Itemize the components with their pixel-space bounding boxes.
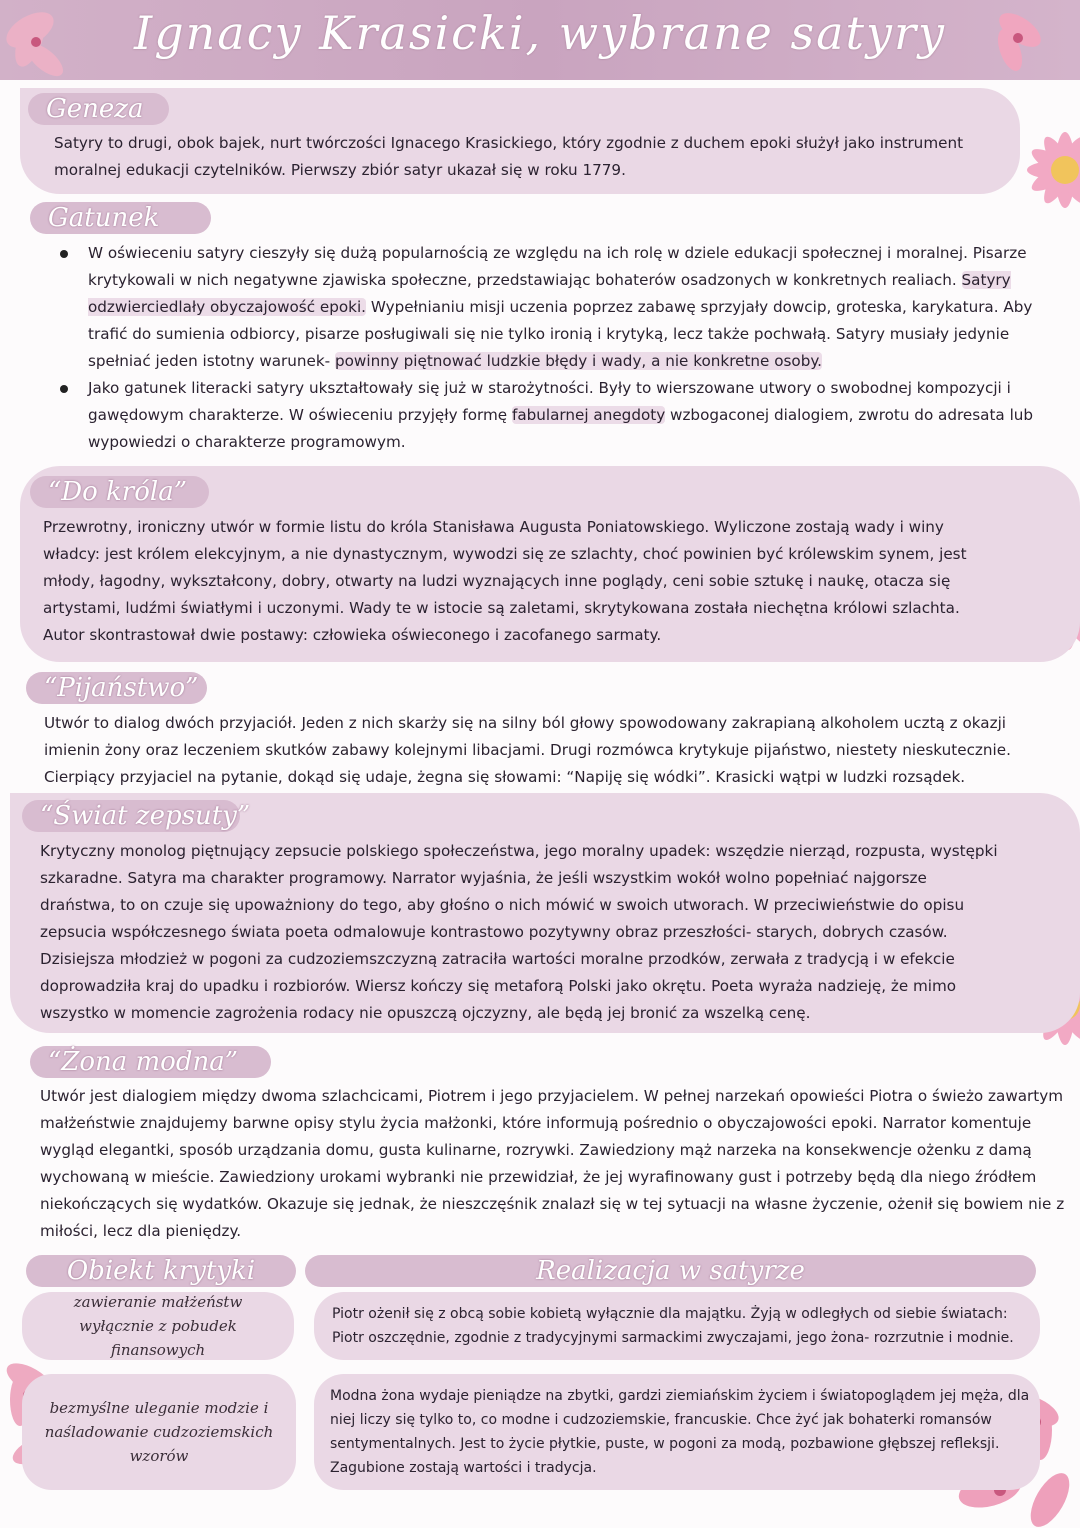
highlight-obyczajowosc: Satyry odzwierciedlały obyczajowość epoki. bbox=[88, 271, 1011, 316]
pijanstwo-text: Utwór to dialog dwóch przyjaciół. Jeden z nich skarży się na silny ból głowy spowodowany zakrapianą alkoholem ucztą z okazji imienin żony oraz leczeniem skutków zabawy kolejnymi libacjami. Drugi rozmówca krytykuje pijaństwo, niestety nieskutecznie. Cierpiący przyjaciel na pytanie, dokąd się udaje, żegna się słowami: “Napiję się wódki”. Krasicki wątpi w ludzki rozsądek. bbox=[44, 714, 1011, 786]
gatunek-bullet-1: W oświeceniu satyry cieszyły się dużą popularnością ze względu na ich rolę w dziele edukacji społecznej i moralnej. Pisarze krytykowali w nich negatywne zjawiska społeczne, przedstawiając bohaterów osadzonych w konkretnych realiach. Satyry odzwierciedlały obyczajowość epoki. Wypełnianiu misji uczenia poprzez zabawę sprzyjały dowcip, groteska, karykatura. Aby trafić do sumienia odbiorcy, pisarze posługiwali się nie tylko ironią i krytyką, lecz także pochwałą. Satyry musiały jedynie spełniać jeden istotny warunek- powinny piętnować ludzkie błędy i wady, a nie konkretne osoby. bbox=[56, 240, 1046, 375]
obiekt-krytyki-heading: Obiekt krytyki bbox=[26, 1255, 296, 1287]
table-row-2-object: bezmyślne uleganie modzie i naśladowanie cudzoziemskich wzorów bbox=[22, 1374, 296, 1490]
do-krola-text: Przewrotny, ironiczny utwór w formie listu do króla Stanisława Augusta Poniatowskiego. Wyliczone zostają wady i winy władcy: jest królem elekcyjnym, a nie dynastycznym, wywodzi się ze szlachty, choć powinien być królewskim synem, jest młody, łagodny, wykształcony, dobry, otwarty na ludzi wyznających inne poglądy, ceni sobie sztukę i naukę, otacza się artystami, ludźmi światłymi i uczonymi. Wady te w istocie są zaletami, skrytykowana została niechętna królowi szlachta. Autor skontrastował dwie postawy: człowieka oświeconego i zacofanego sarmaty. bbox=[43, 518, 967, 644]
gatunek-heading: Gatunek bbox=[30, 202, 211, 234]
zona-text: Utwór jest dialogiem między dwoma szlachcicami, Piotrem i jego przyjacielem. W pełnej narzekań opowieści Piotra o świeżo zawartym małżeństwie znajdujemy barwne opisy stylu życia małżonki, które informują pośrednio o obyczajowości epoki. Narrator komentuje wygląd elegantki, sposób urządzania domu, gusta kulinarne, rozrywki. Zawiedziony mąż narzeka na konsekwencje ożenku z damą wychowaną w mieście. Zawiedziony urokami wybranki nie przewidział, że jej wyrafinowany gust i potrzeby będą dla niego źródłem niekończących się wydatków. Okazuje się jednak, że nieszczęśnik znalazł się w tej sytuacji na własne życzenie, ożenił się bowiem nie z miłości, lecz dla pieniędzy. bbox=[40, 1087, 1065, 1240]
realizacja-heading: Realizacja w satyrze bbox=[305, 1255, 1036, 1287]
page-title: Ignacy Krasicki, wybrane satyry bbox=[134, 6, 946, 60]
flower-top-right-decoration bbox=[980, 0, 1080, 100]
table-row-2-realization: Modna żona wydaje pieniądze na zbytki, gardzi ziemiańskim życiem i światopoglądem jej męża, dla niej liczy się tylko to, co modne i cudzoziemskie, francuskie. Chce żyć jak bohaterki romansów sentymentalnych. Jest to życie płytkie, puste, w pogoni za modą, pozbawione głębszej refleksji. Zagubione zostają wartości i tradycja. bbox=[314, 1374, 1040, 1490]
highlight-anegdota: fabularnej anegdoty bbox=[511, 406, 666, 424]
swiat-heading: “Świat zepsuty” bbox=[22, 800, 240, 832]
highlight-pietnowac: powinny piętnować ludzkie błędy i wady, a nie konkretne osoby. bbox=[335, 352, 822, 370]
pijanstwo-heading: “Pijaństwo” bbox=[26, 672, 207, 704]
zona-heading: “Żona modna” bbox=[30, 1046, 271, 1078]
table-row-1-realization: Piotr ożenił się z obcą sobie kobietą wyłącznie dla majątku. Żyją w odległych od siebie światach: Piotr oszczędnie, zgodnie z tradycyjnymi sarmackimi zwyczajami, jego żona- rozrzutnie i modnie. bbox=[314, 1292, 1040, 1360]
gatunek-text bbox=[56, 240, 1046, 456]
geneza-heading: Geneza bbox=[28, 93, 169, 125]
gatunek-bullet-2: Jako gatunek literacki satyry ukształtowały się już w starożytności. Były to wierszowane utwory o swobodnej kompozycji i gawędowym charakterze. W oświeceniu przyjęły formę fabularnej anegdoty wzbogaconej dialogiem, zwrotu do adresata lub wypowiedzi o charakterze programowym. bbox=[56, 375, 1046, 456]
do-krola-heading: “Do króla” bbox=[30, 476, 209, 508]
swiat-text: Krytyczny monolog piętnujący zepsucie polskiego społeczeństwa, jego moralny upadek: wszędzie nierząd, rozpusta, występki szkaradne. Satyra ma charakter programowy. Narrator wyjaśnia, że jeśli wszystkim wokół wolno popełniać najgorsze draństwa, to on czuje się upoważniony do tego, aby głośno o nich mówić w swoich utworach. W przeciwieństwie do opisu zepsucia współczesnego świata poeta odmalowuje kontrastowo pozytywny obraz przeszłości- starych, dobrych czasów. Dzisiejsza młodzież w pogoni za cudzoziemszczyzną zatraciła wartości moralne przodków, zerwała z tradycją i w efekcie doprowadziła kraj do upadku i rozbiorów. Wiersz kończy się metaforą Polski jako okrętu. Poeta wyraża nadzieję, że mimo wszystko w momencie zagrożenia rodacy nie opuszczą ojczyzny, ale będą jej bronić za wszelką cenę. bbox=[40, 842, 998, 1022]
table-row-1-object: zawieranie małżeństw wyłącznie z pobudek finansowych bbox=[22, 1292, 294, 1360]
geneza-text: Satyry to drugi, obok bajek, nurt twórczości Ignacego Krasickiego, który zgodnie z duchem epoki służył jako instrument moralnej edukacji czytelników. Pierwszy zbiór satyr ukazał się w roku 1779. bbox=[54, 134, 964, 179]
